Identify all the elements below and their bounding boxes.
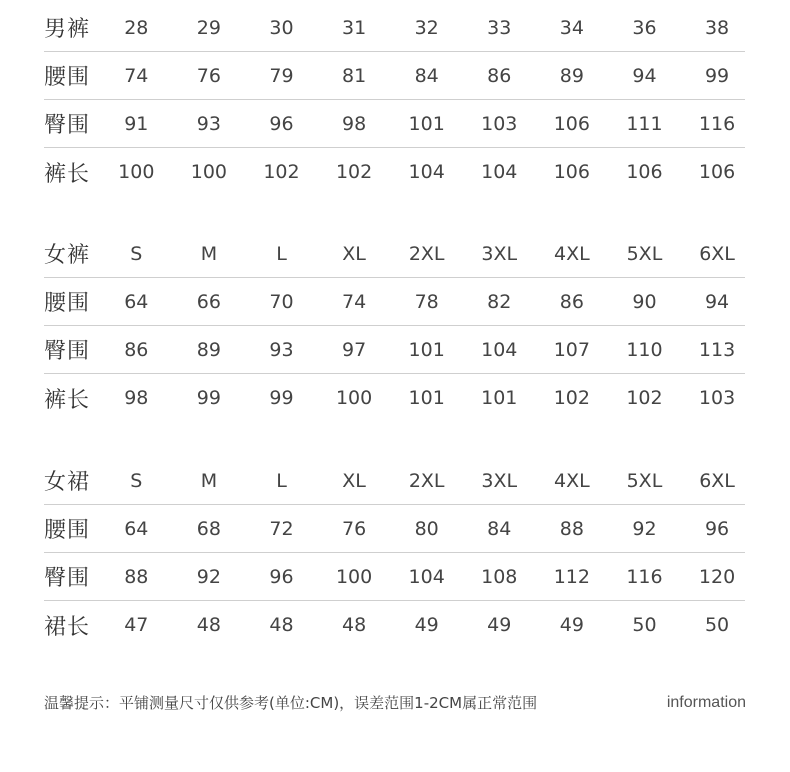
value-cell: 104 xyxy=(408,565,445,588)
value-cell: 112 xyxy=(553,565,590,588)
value-cell: 93 xyxy=(269,338,294,361)
row-label: 腰围 xyxy=(44,291,91,316)
size-cell: 6XL xyxy=(699,469,735,492)
value-cell: 102 xyxy=(263,161,300,183)
value-cell: 106 xyxy=(626,161,663,183)
value-cell: 111 xyxy=(626,112,663,135)
size-cell: 38 xyxy=(704,16,730,39)
value-cell: 108 xyxy=(481,565,518,588)
row-label: 裤长 xyxy=(44,161,91,187)
value-cell: 86 xyxy=(559,290,584,313)
value-cell: 70 xyxy=(269,290,294,313)
value-cell: 64 xyxy=(124,517,149,540)
value-cell: 101 xyxy=(408,387,445,409)
value-cell: 101 xyxy=(408,112,445,135)
value-cell: 104 xyxy=(408,161,445,183)
table-header-row xyxy=(44,457,745,505)
size-cell: 28 xyxy=(124,16,149,39)
value-cell: 106 xyxy=(698,161,736,183)
value-cell: 50 xyxy=(632,614,657,636)
size-table-womens-skirts xyxy=(44,457,745,649)
value-cell: 48 xyxy=(269,614,294,636)
size-cell: M xyxy=(200,469,218,492)
value-cell: 74 xyxy=(124,64,149,87)
table-row xyxy=(44,601,745,649)
value-cell: 76 xyxy=(341,517,367,540)
value-cell: 96 xyxy=(269,565,294,588)
size-cell: L xyxy=(276,242,287,265)
table-row xyxy=(44,52,745,100)
row-label: 女裤 xyxy=(44,243,91,268)
table-row xyxy=(44,553,745,601)
size-cell: 4XL xyxy=(554,242,590,265)
size-cell: 4XL xyxy=(554,469,590,492)
value-cell: 106 xyxy=(553,161,590,183)
size-cell: 32 xyxy=(414,16,439,39)
value-cell: 99 xyxy=(704,64,730,87)
row-label: 腰围 xyxy=(44,518,91,543)
value-cell: 86 xyxy=(487,64,512,87)
size-cell: 31 xyxy=(341,16,367,39)
measurement-note: 温馨提示：平铺测量尺寸仅供参考(单位:CM)，误差范围1-2CM属正常范围 xyxy=(44,694,538,712)
value-cell: 91 xyxy=(124,112,149,135)
value-cell: 116 xyxy=(698,112,736,135)
size-cell: 5XL xyxy=(626,469,663,492)
value-cell: 74 xyxy=(341,290,367,313)
row-label: 腰围 xyxy=(44,65,91,90)
value-cell: 80 xyxy=(414,517,439,540)
value-cell: 98 xyxy=(124,387,149,409)
value-cell: 88 xyxy=(559,517,584,540)
value-cell: 86 xyxy=(124,338,149,361)
row-label: 女裙 xyxy=(44,470,91,495)
value-cell: 92 xyxy=(196,565,221,588)
value-cell: 79 xyxy=(269,64,294,87)
row-label: 臀围 xyxy=(44,339,91,364)
size-table-womens-pants xyxy=(44,230,745,422)
value-cell: 49 xyxy=(487,614,512,636)
value-cell: 81 xyxy=(341,64,367,87)
value-cell: 89 xyxy=(196,338,221,361)
value-cell: 102 xyxy=(335,161,373,183)
cut-off-next-section xyxy=(44,766,164,772)
size-cell: L xyxy=(276,469,287,492)
value-cell: 49 xyxy=(559,614,584,636)
value-cell: 68 xyxy=(196,517,221,540)
information-label: information xyxy=(666,694,746,711)
value-cell: 102 xyxy=(553,387,590,409)
value-cell: 100 xyxy=(118,161,155,183)
value-cell: 101 xyxy=(408,338,445,361)
size-cell: XL xyxy=(342,242,366,265)
size-cell: 36 xyxy=(632,16,657,39)
value-cell: 99 xyxy=(269,387,294,409)
value-cell: 78 xyxy=(414,290,439,313)
value-cell: 50 xyxy=(704,614,730,636)
value-cell: 100 xyxy=(335,565,373,588)
value-cell: 64 xyxy=(124,290,149,313)
size-cell: S xyxy=(130,469,143,492)
value-cell: 99 xyxy=(196,387,221,409)
value-cell: 107 xyxy=(553,338,590,361)
value-cell: 102 xyxy=(626,387,663,409)
row-label: 裤长 xyxy=(44,387,91,413)
value-cell: 100 xyxy=(190,161,228,183)
size-cell: M xyxy=(200,242,218,265)
value-cell: 72 xyxy=(269,517,294,540)
size-cell: 30 xyxy=(269,16,294,39)
value-cell: 101 xyxy=(481,387,518,409)
value-cell: 104 xyxy=(481,161,518,183)
size-cell: S xyxy=(130,242,143,265)
size-cell: 2XL xyxy=(408,469,445,492)
size-cell: 2XL xyxy=(408,242,445,265)
size-cell: 3XL xyxy=(481,469,518,492)
table-row xyxy=(44,374,745,422)
table-row xyxy=(44,278,745,326)
value-cell: 48 xyxy=(196,614,221,636)
value-cell: 93 xyxy=(196,112,221,135)
value-cell: 92 xyxy=(632,517,657,540)
size-cell: 34 xyxy=(559,16,584,39)
value-cell: 106 xyxy=(553,112,590,135)
value-cell: 66 xyxy=(196,290,221,313)
table-header-row xyxy=(44,4,745,52)
value-cell: 76 xyxy=(196,64,221,87)
value-cell: 88 xyxy=(124,565,149,588)
size-cell: 6XL xyxy=(699,242,735,265)
row-label: 男裤 xyxy=(44,17,91,42)
row-label: 臀围 xyxy=(44,113,91,138)
value-cell: 116 xyxy=(626,565,663,588)
size-cell: 33 xyxy=(487,16,512,39)
value-cell: 113 xyxy=(698,338,736,361)
row-label: 臀围 xyxy=(44,566,91,591)
value-cell: 84 xyxy=(414,64,439,87)
table-row xyxy=(44,326,745,374)
value-cell: 98 xyxy=(341,112,367,135)
size-cell: 3XL xyxy=(481,242,518,265)
size-cell: XL xyxy=(342,469,366,492)
value-cell: 96 xyxy=(269,112,294,135)
value-cell: 89 xyxy=(559,64,584,87)
row-label: 裙长 xyxy=(44,614,91,640)
value-cell: 110 xyxy=(626,338,663,361)
value-cell: 120 xyxy=(698,565,736,588)
table-row xyxy=(44,148,745,196)
value-cell: 49 xyxy=(414,614,439,636)
value-cell: 94 xyxy=(704,290,730,313)
value-cell: 47 xyxy=(124,614,149,636)
value-cell: 97 xyxy=(341,338,367,361)
value-cell: 84 xyxy=(487,517,512,540)
size-cell: 29 xyxy=(196,16,221,39)
value-cell: 94 xyxy=(632,64,657,87)
table-row xyxy=(44,505,745,553)
value-cell: 90 xyxy=(632,290,657,313)
value-cell: 48 xyxy=(341,614,367,636)
value-cell: 104 xyxy=(481,338,518,361)
table-header-row xyxy=(44,230,745,278)
value-cell: 103 xyxy=(698,387,736,409)
value-cell: 82 xyxy=(487,290,512,313)
size-cell: 5XL xyxy=(626,242,663,265)
value-cell: 96 xyxy=(704,517,730,540)
size-table-mens-pants xyxy=(44,4,745,196)
table-row xyxy=(44,100,745,148)
value-cell: 100 xyxy=(335,387,373,409)
value-cell: 103 xyxy=(481,112,518,135)
